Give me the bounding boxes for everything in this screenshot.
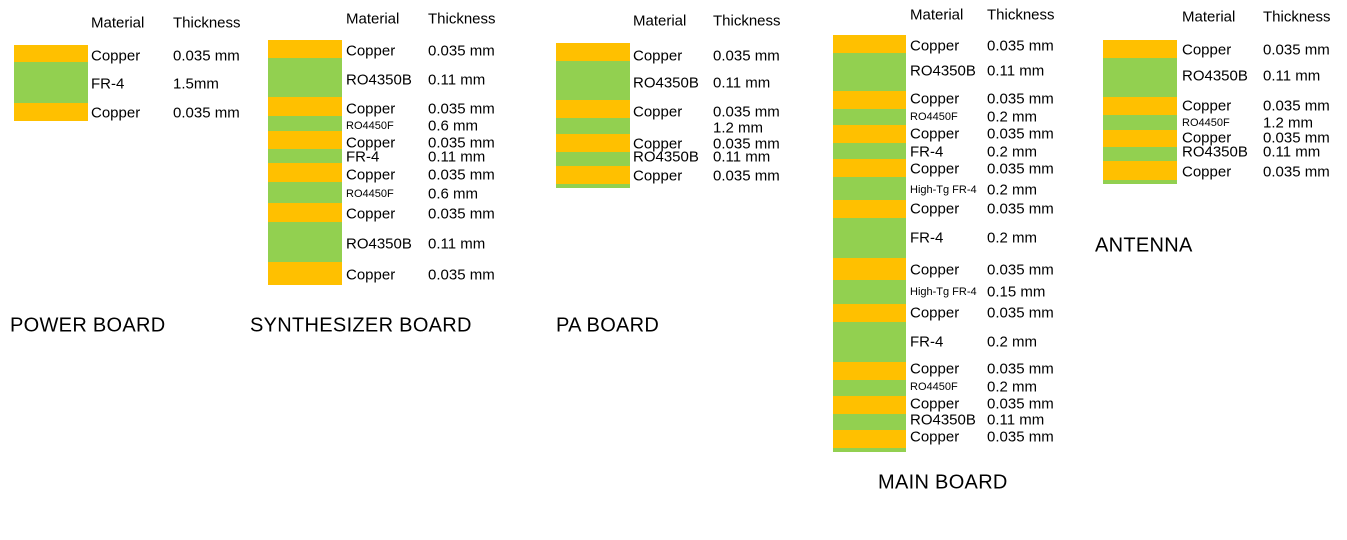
- material-label: Copper: [633, 167, 683, 185]
- board-title-antenna: ANTENNA: [1095, 234, 1193, 257]
- thickness-label: 0.11 mm: [428, 71, 486, 89]
- material-label: RO4450F: [1182, 117, 1230, 129]
- thickness-label: 1.2 mm: [1263, 114, 1314, 132]
- copper-layer-band: [833, 258, 906, 280]
- material-label: FR-4: [346, 148, 380, 166]
- dielectric-layer-band: [1103, 147, 1177, 161]
- dielectric-layer-band: [268, 149, 342, 163]
- thickness-label: 0.035 mm: [987, 304, 1054, 322]
- thickness-label: 0.035 mm: [713, 47, 780, 65]
- dielectric-layer-band: [833, 143, 906, 159]
- material-label: RO4350B: [1182, 67, 1248, 85]
- thickness-label: 0.035 mm: [987, 360, 1054, 378]
- material-label: Copper: [910, 261, 960, 279]
- copper-layer-band: [1103, 130, 1177, 147]
- material-label: Copper: [346, 134, 396, 152]
- material-label: RO4350B: [346, 235, 412, 253]
- material-label: High-Tg FR-4: [910, 286, 977, 298]
- thickness-label: 0.2 mm: [987, 333, 1038, 351]
- copper-layer-band: [833, 35, 906, 53]
- material-label: Copper: [910, 125, 960, 143]
- material-label: RO4350B: [910, 411, 976, 429]
- board-stack-main-board: [833, 35, 906, 452]
- material-label: RO4450F: [346, 120, 394, 132]
- thickness-label: 0.035 mm: [1263, 163, 1330, 181]
- thickness-label: 0.2 mm: [987, 143, 1038, 161]
- thickness-label: 0.035 mm: [1263, 41, 1330, 59]
- thickness-label: 0.035 mm: [428, 205, 495, 223]
- material-label: Copper: [910, 304, 960, 322]
- material-label: Copper: [633, 47, 683, 65]
- thickness-label: 0.11 mm: [987, 62, 1045, 80]
- thickness-label: 0.035 mm: [1263, 129, 1330, 147]
- dielectric-layer-band: [833, 322, 906, 362]
- thickness-label: 0.11 mm: [428, 235, 486, 253]
- board-stack-power-board: [14, 45, 88, 121]
- board-stack-pa-board: [556, 43, 630, 188]
- thickness-label: 0.035 mm: [987, 125, 1054, 143]
- thickness-label: 0.11 mm: [1263, 67, 1321, 85]
- material-label: RO4350B: [633, 148, 699, 166]
- thickness-label: 0.035 mm: [987, 90, 1054, 108]
- thickness-label: 0.11 mm: [1263, 143, 1321, 161]
- copper-layer-band: [833, 304, 906, 322]
- material-header-synthesizer-board: Material: [346, 10, 400, 28]
- thickness-header-antenna: Thickness: [1263, 8, 1331, 26]
- thickness-label: 0.11 mm: [713, 74, 771, 92]
- thickness-label: 0.2 mm: [987, 378, 1038, 396]
- dielectric-layer-band: [268, 116, 342, 131]
- material-label: Copper: [910, 428, 960, 446]
- material-label: Copper: [346, 205, 396, 223]
- material-label: Copper: [910, 395, 960, 413]
- copper-layer-band: [1103, 40, 1177, 58]
- copper-layer-band: [833, 125, 906, 143]
- thickness-label: 0.035 mm: [428, 134, 495, 152]
- board-title-synthesizer-board: SYNTHESIZER BOARD: [250, 314, 472, 337]
- dielectric-layer-band: [1103, 180, 1177, 184]
- copper-layer-band: [14, 45, 88, 62]
- material-label: RO4450F: [910, 111, 958, 123]
- dielectric-layer-band: [833, 218, 906, 258]
- thickness-label: 0.035 mm: [173, 104, 240, 122]
- material-label: Copper: [1182, 97, 1232, 115]
- thickness-label: 0.035 mm: [987, 37, 1054, 55]
- board-stack-synthesizer-board: [268, 40, 342, 285]
- thickness-label: 0.2 mm: [987, 229, 1038, 247]
- material-label: FR-4: [910, 229, 944, 247]
- thickness-label: 0.035 mm: [987, 160, 1054, 178]
- thickness-label: 1.5mm: [173, 75, 219, 93]
- thickness-label: 0.11 mm: [428, 148, 486, 166]
- material-label: Copper: [346, 166, 396, 184]
- material-header-antenna: Material: [1182, 8, 1236, 26]
- board-title-pa-board: PA BOARD: [556, 314, 660, 337]
- material-label: Copper: [1182, 163, 1232, 181]
- copper-layer-band: [268, 262, 342, 285]
- material-header-main-board: Material: [910, 6, 964, 24]
- material-label: Copper: [910, 360, 960, 378]
- thickness-label: 0.035 mm: [1263, 97, 1330, 115]
- copper-layer-band: [833, 159, 906, 177]
- dielectric-layer-band: [268, 182, 342, 203]
- board-stack-antenna: [1103, 40, 1177, 184]
- material-label: Copper: [910, 90, 960, 108]
- thickness-label: 0.2 mm: [987, 181, 1038, 199]
- thickness-label: 0.035 mm: [428, 42, 495, 60]
- copper-layer-band: [268, 40, 342, 58]
- board-title-main-board: MAIN BOARD: [878, 471, 1008, 494]
- thickness-label: 0.035 mm: [713, 167, 780, 185]
- dielectric-layer-band: [833, 380, 906, 396]
- material-label: RO4450F: [910, 381, 958, 393]
- material-label: Copper: [346, 42, 396, 60]
- copper-layer-band: [1103, 97, 1177, 115]
- material-label: Copper: [910, 200, 960, 218]
- dielectric-layer-band: [556, 61, 630, 100]
- material-label: FR-4: [910, 143, 944, 161]
- copper-layer-band: [1103, 161, 1177, 180]
- copper-layer-band: [268, 203, 342, 222]
- material-label: Copper: [910, 160, 960, 178]
- thickness-header-power-board: Thickness: [173, 14, 241, 32]
- dielectric-layer-band: [556, 184, 630, 188]
- material-label: Copper: [91, 104, 141, 122]
- material-label: Copper: [346, 100, 396, 118]
- thickness-label: 0.035 mm: [173, 47, 240, 65]
- copper-layer-band: [556, 100, 630, 118]
- thickness-label: 0.035 mm: [713, 135, 780, 153]
- dielectric-layer-band: [833, 177, 906, 200]
- copper-layer-band: [556, 43, 630, 61]
- material-label: Copper: [633, 135, 683, 153]
- thickness-label: 0.035 mm: [987, 200, 1054, 218]
- thickness-label: 0.035 mm: [987, 428, 1054, 446]
- thickness-label: 0.6 mm: [428, 117, 479, 135]
- dielectric-layer-band: [833, 280, 906, 304]
- copper-layer-band: [556, 166, 630, 184]
- board-title-power-board: POWER BOARD: [10, 314, 166, 337]
- copper-layer-band: [833, 200, 906, 218]
- thickness-header-main-board: Thickness: [987, 6, 1055, 24]
- material-label: Copper: [91, 47, 141, 65]
- thickness-label: 0.035 mm: [428, 266, 495, 284]
- thickness-label: 0.6 mm: [428, 185, 479, 203]
- material-label: FR-4: [910, 333, 944, 351]
- copper-layer-band: [833, 430, 906, 448]
- material-label: Copper: [910, 37, 960, 55]
- thickness-label: 0.035 mm: [987, 261, 1054, 279]
- thickness-header-pa-board: Thickness: [713, 12, 781, 30]
- dielectric-layer-band: [833, 414, 906, 430]
- thickness-label: 0.15 mm: [987, 283, 1046, 301]
- material-header-power-board: Material: [91, 14, 145, 32]
- thickness-label: 1.2 mm: [713, 119, 764, 137]
- thickness-label: 0.2 mm: [987, 108, 1038, 126]
- dielectric-layer-band: [556, 152, 630, 166]
- dielectric-layer-band: [833, 109, 906, 125]
- dielectric-layer-band: [14, 62, 88, 103]
- material-label: High-Tg FR-4: [910, 184, 977, 196]
- material-header-pa-board: Material: [633, 12, 687, 30]
- material-label: RO4350B: [346, 71, 412, 89]
- dielectric-layer-band: [268, 222, 342, 262]
- copper-layer-band: [268, 97, 342, 116]
- dielectric-layer-band: [833, 53, 906, 91]
- thickness-label: 0.035 mm: [987, 395, 1054, 413]
- thickness-header-synthesizer-board: Thickness: [428, 10, 496, 28]
- thickness-label: 0.11 mm: [987, 411, 1045, 429]
- dielectric-layer-band: [268, 58, 342, 97]
- thickness-label: 0.035 mm: [428, 100, 495, 118]
- material-label: Copper: [346, 266, 396, 284]
- copper-layer-band: [268, 163, 342, 182]
- material-label: Copper: [633, 103, 683, 121]
- copper-layer-band: [556, 134, 630, 152]
- material-label: RO4350B: [633, 74, 699, 92]
- copper-layer-band: [833, 396, 906, 414]
- material-label: RO4350B: [910, 62, 976, 80]
- dielectric-layer-band: [1103, 115, 1177, 130]
- copper-layer-band: [833, 91, 906, 109]
- copper-layer-band: [268, 131, 342, 149]
- material-label: FR-4: [91, 75, 125, 93]
- dielectric-layer-band: [833, 448, 906, 452]
- material-label: Copper: [1182, 41, 1232, 59]
- thickness-label: 0.035 mm: [713, 103, 780, 121]
- dielectric-layer-band: [1103, 58, 1177, 97]
- material-label: RO4350B: [1182, 143, 1248, 161]
- thickness-label: 0.035 mm: [428, 166, 495, 184]
- material-label: RO4450F: [346, 188, 394, 200]
- copper-layer-band: [833, 362, 906, 380]
- copper-layer-band: [14, 103, 88, 121]
- dielectric-layer-band: [556, 118, 630, 134]
- material-label: Copper: [1182, 129, 1232, 147]
- thickness-label: 0.11 mm: [713, 148, 771, 166]
